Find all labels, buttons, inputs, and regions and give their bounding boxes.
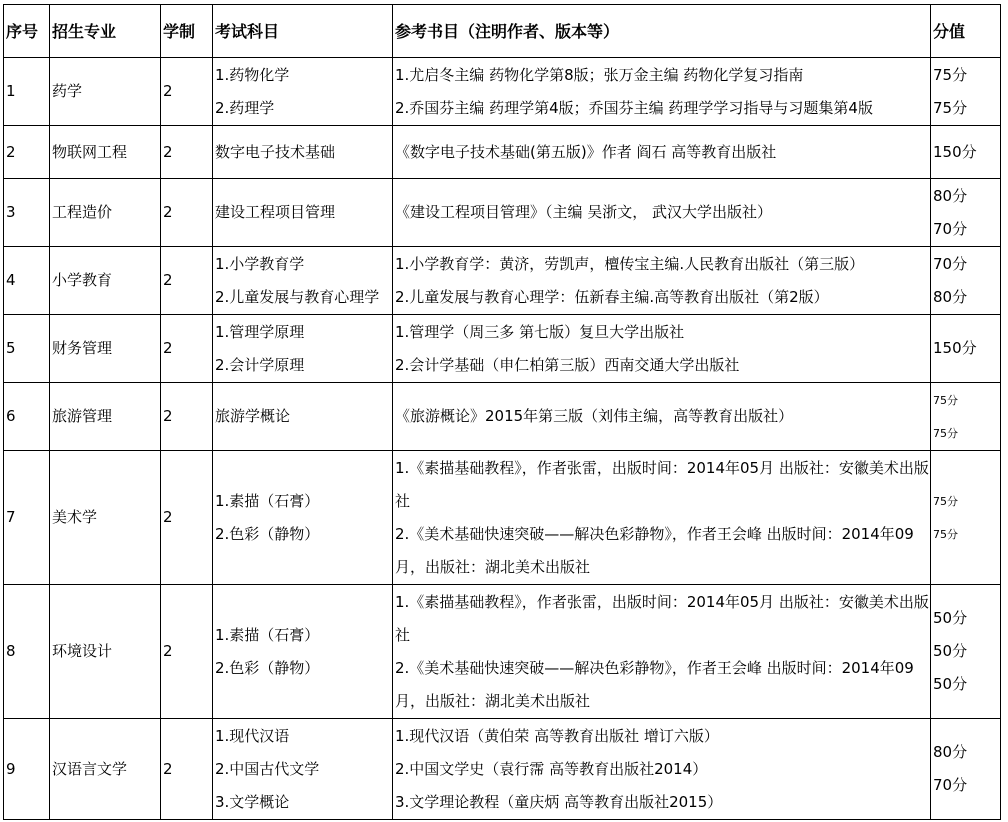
cell-no: 1 xyxy=(4,58,50,126)
cell-subjects xyxy=(213,179,393,247)
header-major: 招生专业 xyxy=(50,5,161,58)
table-row xyxy=(4,179,1001,247)
cell-subjects xyxy=(213,383,393,451)
cell-score xyxy=(931,315,1001,383)
cell-books xyxy=(393,585,931,719)
subject-line: 旅游学概论 xyxy=(215,407,291,425)
table-row xyxy=(4,247,1001,315)
score-line: 150分 xyxy=(933,339,977,357)
cell-score xyxy=(931,247,1001,315)
header-subjects: 考试科目 xyxy=(213,5,393,58)
cell-major: 小学教育 xyxy=(50,247,161,315)
cell-subjects xyxy=(213,247,393,315)
score-line: 70分 xyxy=(933,776,968,794)
cell-no: 9 xyxy=(4,719,50,820)
score-line: 75分 xyxy=(933,65,968,84)
book-line: 1.《素描基础教程》，作者张雷，出版时间：2014年05月 出版社：安徽美术出版社 xyxy=(395,458,929,510)
cell-major: 旅游管理 xyxy=(50,383,161,451)
subject-line: 1.素描（石膏） xyxy=(215,491,320,510)
cell-score xyxy=(931,58,1001,126)
book-line: 1.尤启冬主编 药物化学第8版；张万金主编 药物化学复习指南 xyxy=(395,65,804,84)
table-row xyxy=(4,585,1001,719)
cell-years: 2 xyxy=(161,383,213,451)
cell-major: 药学 xyxy=(50,58,161,126)
cell-major: 美术学 xyxy=(50,451,161,585)
header-books: 参考书目（注明作者、版本等） xyxy=(393,5,931,58)
subject-line: 2.色彩（静物） xyxy=(215,658,320,677)
cell-books xyxy=(393,58,931,126)
score-line: 80分 xyxy=(933,287,968,306)
cell-subjects xyxy=(213,719,393,820)
score-line: 50分 xyxy=(933,609,968,627)
cell-books xyxy=(393,451,931,585)
subject-line: 数字电子技术基础 xyxy=(215,142,336,161)
cell-subjects xyxy=(213,315,393,383)
book-line: 2.乔国芬主编 药理学第4版；乔国芬主编 药理学学习指导与习题集第4版 xyxy=(395,98,873,117)
score-line: 50分 xyxy=(933,642,968,660)
score-line: 80分 xyxy=(933,743,968,761)
score-line: 75分 xyxy=(933,98,968,117)
table-row xyxy=(4,58,1001,126)
score-line: 75分 xyxy=(933,494,958,508)
score-line: 70分 xyxy=(933,254,968,273)
cell-major: 工程造价 xyxy=(50,179,161,247)
score-line: 70分 xyxy=(933,219,968,238)
header-score: 分值 xyxy=(931,5,1001,58)
table-row xyxy=(4,126,1001,179)
score-line: 50分 xyxy=(933,675,968,693)
cell-books xyxy=(393,383,931,451)
cell-years: 2 xyxy=(161,126,213,179)
book-line: 1.现代汉语（黄伯荣 高等教育出版社 增订六版） xyxy=(395,726,719,745)
table-row xyxy=(4,315,1001,383)
cell-no: 8 xyxy=(4,585,50,719)
cell-years: 2 xyxy=(161,247,213,315)
score-line: 150分 xyxy=(933,142,977,161)
subject-line: 建设工程项目管理 xyxy=(215,203,336,221)
cell-subjects xyxy=(213,58,393,126)
cell-books xyxy=(393,126,931,179)
cell-subjects xyxy=(213,126,393,179)
cell-years: 2 xyxy=(161,719,213,820)
book-line: 2.会计学基础（申仁柏第三版）西南交通大学出版社 xyxy=(395,355,740,374)
cell-no: 5 xyxy=(4,315,50,383)
table-row xyxy=(4,451,1001,585)
cell-major: 汉语言文学 xyxy=(50,719,161,820)
subject-line: 2.中国古代文学 xyxy=(215,759,320,778)
book-line: 2.中国文学史（袁行霈 高等教育出版社2014） xyxy=(395,759,708,778)
subject-line: 1.素描（石膏） xyxy=(215,625,320,644)
cell-books xyxy=(393,719,931,820)
cell-score xyxy=(931,451,1001,585)
score-line: 75分 xyxy=(933,393,958,407)
book-line: 1.管理学（周三多 第七版）复旦大学出版社 xyxy=(395,322,685,341)
subject-line: 1.管理学原理 xyxy=(215,322,305,341)
score-line: 75分 xyxy=(933,527,958,541)
subject-line: 2.会计学原理 xyxy=(215,355,305,374)
cell-major: 财务管理 xyxy=(50,315,161,383)
cell-no: 7 xyxy=(4,451,50,585)
book-line: 2.儿童发展与教育心理学：伍新春主编.高等教育出版社（第2版） xyxy=(395,287,829,306)
subject-line: 2.色彩（静物） xyxy=(215,524,320,543)
table-row xyxy=(4,719,1001,820)
cell-years: 2 xyxy=(161,451,213,585)
book-line: 3.文学理论教程（童庆炳 高等教育出版社2015） xyxy=(395,792,723,811)
cell-books xyxy=(393,247,931,315)
cell-no: 4 xyxy=(4,247,50,315)
cell-score xyxy=(931,383,1001,451)
cell-years: 2 xyxy=(161,179,213,247)
table-row xyxy=(4,383,1001,451)
subject-line: 1.药物化学 xyxy=(215,65,290,84)
cell-score xyxy=(931,719,1001,820)
cell-no: 3 xyxy=(4,179,50,247)
cell-subjects xyxy=(213,451,393,585)
cell-no: 6 xyxy=(4,383,50,451)
cell-years: 2 xyxy=(161,58,213,126)
cell-books xyxy=(393,179,931,247)
book-line: 2.《美术基础快速突破——解决色彩静物》，作者王会峰 出版时间：2014年09月，出版社：湖北美术出版社 xyxy=(395,658,914,710)
book-line: 《旅游概论》2015年第三版（刘伟主编，高等教育出版社） xyxy=(395,407,794,425)
cell-score xyxy=(931,179,1001,247)
header-years: 学制 xyxy=(161,5,213,58)
book-line: 1.《素描基础教程》，作者张雷，出版时间：2014年05月 出版社：安徽美术出版社 xyxy=(395,592,929,644)
cell-score xyxy=(931,126,1001,179)
subject-line: 1.小学教育学 xyxy=(215,254,305,273)
cell-years: 2 xyxy=(161,315,213,383)
cell-score xyxy=(931,585,1001,719)
cell-years: 2 xyxy=(161,585,213,719)
book-line: 1.小学教育学：黄济，劳凯声，檀传宝主编.人民教育出版社（第三版） xyxy=(395,254,865,273)
admission-table xyxy=(3,4,1001,820)
subject-line: 2.儿童发展与教育心理学 xyxy=(215,287,380,306)
subject-line: 2.药理学 xyxy=(215,98,275,117)
score-line: 80分 xyxy=(933,186,968,205)
book-line: 2.《美术基础快速突破——解决色彩静物》，作者王会峰 出版时间：2014年09月，出版社：湖北美术出版社 xyxy=(395,524,914,576)
header-no: 序号 xyxy=(4,5,50,58)
score-line: 75分 xyxy=(933,426,958,440)
subject-line: 3.文学概论 xyxy=(215,792,290,811)
cell-no: 2 xyxy=(4,126,50,179)
subject-line: 1.现代汉语 xyxy=(215,726,290,745)
cell-major: 物联网工程 xyxy=(50,126,161,179)
cell-subjects xyxy=(213,585,393,719)
book-line: 《数字电子技术基础(第五版)》作者 阎石 高等教育出版社 xyxy=(395,142,777,161)
header-row xyxy=(4,5,1001,58)
cell-major: 环境设计 xyxy=(50,585,161,719)
book-line: 《建设工程项目管理》（主编 吴浙文， 武汉大学出版社） xyxy=(395,203,773,221)
cell-books xyxy=(393,315,931,383)
